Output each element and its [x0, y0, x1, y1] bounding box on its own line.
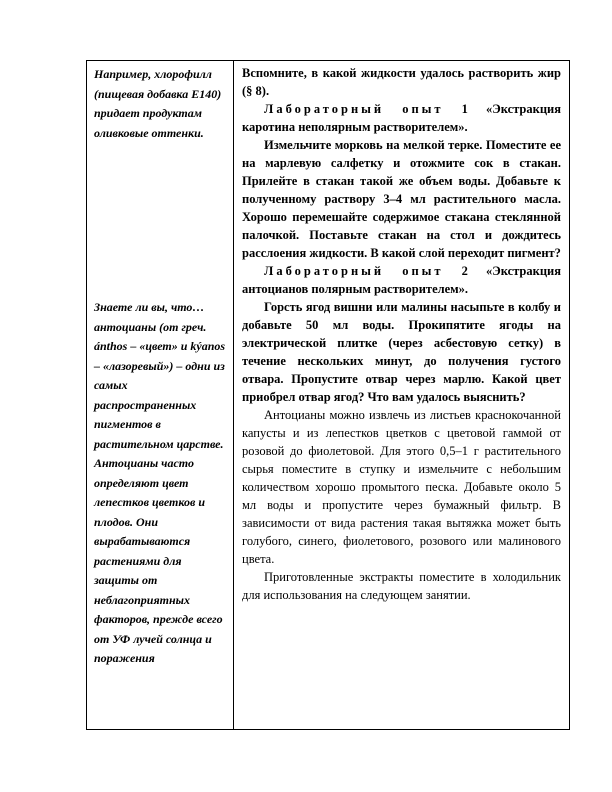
content-table — [86, 60, 570, 730]
intro-paragraph: Вспомните, в какой жидкости удалось растворить жир (§ 8). — [242, 66, 561, 98]
main-text-column — [234, 61, 569, 729]
lab1-heading — [242, 100, 561, 136]
margin-note-anthocyanins: Знаете ли вы, что… антоцианы (от греч. ánthos – «цвет» и kýanos – «лазоревый») – одни из самых распространенных пигментов в растительном царстве. Антоцианы часто определяют цвет лепестков цветков и плодов. Они вырабатываются растениями для защиты от неблагоприятных факторов, прежде всего от УФ лучей солнца и поражения — [94, 300, 226, 665]
margin-notes-column — [87, 61, 234, 729]
lab1-title: «Экстракция каротина неполярным растворителем». — [242, 102, 561, 134]
lab2-heading — [242, 262, 561, 298]
storage-paragraph: Приготовленные экстракты поместите в холодильник для использования на следующем занятии. — [242, 570, 561, 602]
lab1-instructions: Измельчите морковь на мелкой терке. Поместите ее на марлевую салфетку и отожмите сок в стакан. Прилейте в стакан такой же объем воды. Добавьте к полученному раствору 3–4 мл растительного масла. Хорошо перемешайте содержимое стакана стеклянной палочкой. Поставьте стакан на стол и дождитесь расслоения жидкости. В какой слой переходит пигмент? — [242, 138, 561, 260]
lab2-label: Лабораторный опыт 2 — [264, 264, 471, 278]
anthocyanins-extraction-paragraph: Антоцианы можно извлечь из листьев краснокочанной капусты и из лепестков цветков с цветовой гаммой от розовой до фиолетовой. Для этого 0,5–1 г растительного сырья поместите в ступку и измельчите с небольшим количеством хорошо промытого песка. Добавьте около 5 мл воды и пропустите через бумажный фильтр. В зависимости от вида растения такая вытяжка может быть голубого, синего, фиолетового, розового или малинового цвета. — [242, 408, 561, 566]
lab2-instructions: Горсть ягод вишни или малины насыпьте в колбу и добавьте 50 мл воды. Прокипятите ягоды на электрической плитке (через асбестовую сетку) в течение нескольких минут, до получения густого отвара. Пропустите отвар через марлю. Какой цвет приобрел отвар ягод? Что вам удалось выяснить? — [242, 300, 561, 404]
lab2-title: «Экстракция антоцианов полярным растворителем». — [242, 264, 561, 296]
lab1-label: Лабораторный опыт 1 — [264, 102, 471, 116]
margin-note-chlorophyll: Например, хлорофилл (пищевая добавка Е140) придает продуктам оливковые оттенки. — [94, 67, 222, 140]
